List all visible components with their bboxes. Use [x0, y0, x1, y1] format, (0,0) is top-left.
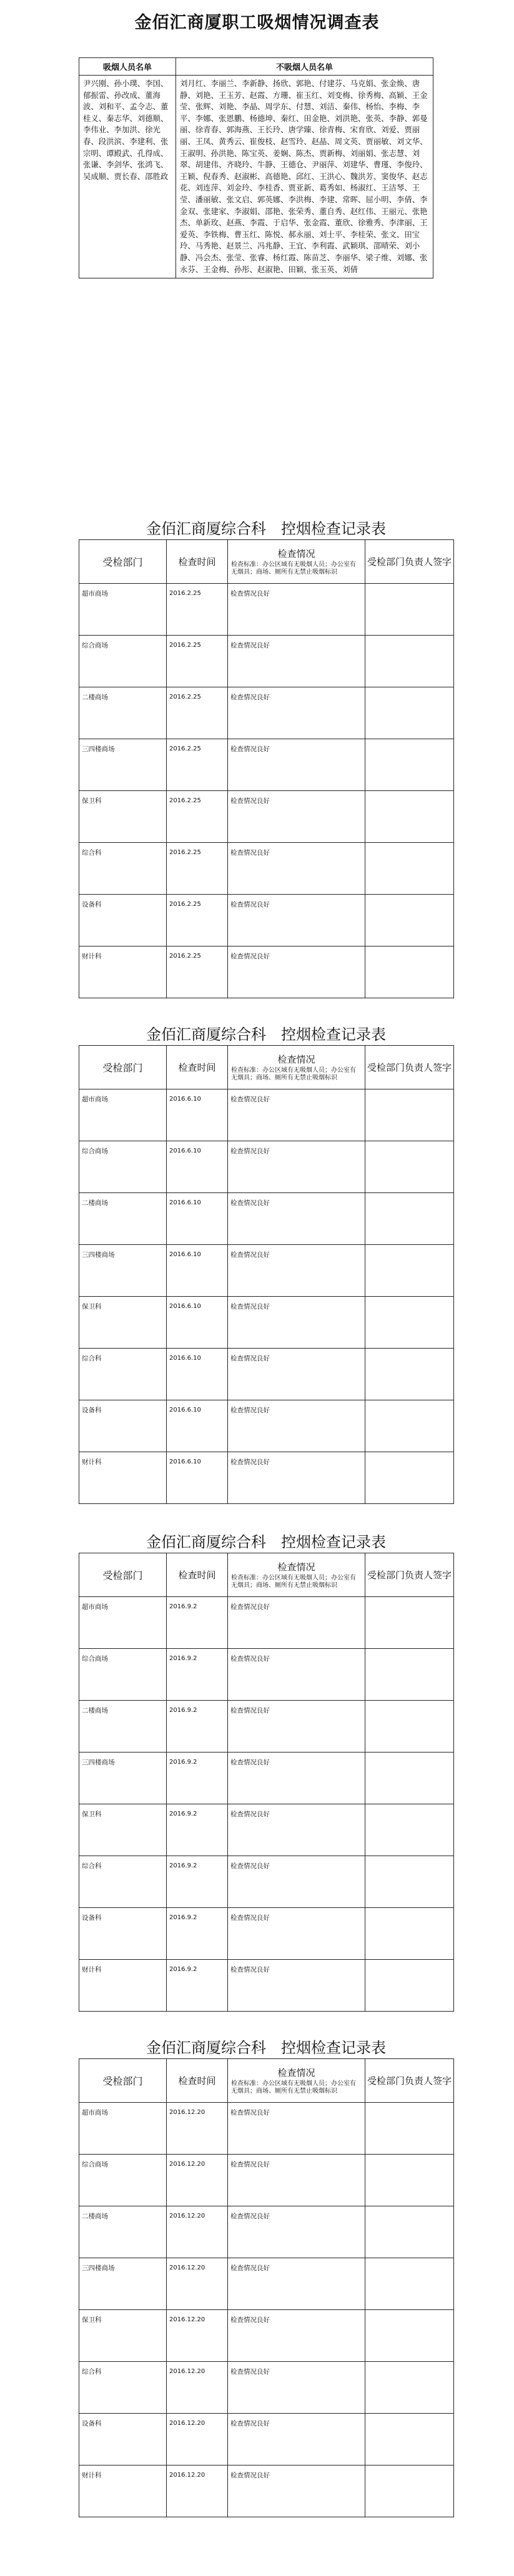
table-row: [79, 1400, 454, 1452]
signature-cell: [365, 2258, 454, 2310]
table-row: [79, 636, 454, 687]
result-cell: 检查情况良好: [228, 1804, 365, 1856]
record-table: [79, 1553, 454, 2012]
inspection-record: [79, 518, 453, 998]
column-header-standard: [228, 2059, 365, 2103]
survey-body-row: [79, 76, 433, 278]
table-row: [79, 1452, 454, 1504]
unit-cell: 超市商场: [79, 1597, 167, 1649]
column-header-signature: 受检部门负责人签字: [365, 1046, 454, 1089]
result-cell: 检查情况良好: [228, 1597, 365, 1649]
signature-cell: [365, 1649, 454, 1701]
signature-cell: [365, 1753, 454, 1804]
record-header-row: [79, 1553, 454, 1597]
result-cell: 检查情况良好: [228, 946, 365, 998]
signature-cell: [365, 2465, 454, 2517]
unit-cell: 设备科: [79, 2414, 167, 2465]
column-header-signature: 受检部门负责人签字: [365, 1553, 454, 1597]
record-table: [79, 1045, 454, 1504]
unit-cell: 超市商场: [79, 584, 167, 636]
date-cell: 2016.12.20: [167, 2414, 228, 2465]
date-cell: 2016.12.20: [167, 2206, 228, 2258]
unit-cell: 设备科: [79, 895, 167, 946]
date-cell: 2016.6.10: [167, 1349, 228, 1400]
signature-cell: [365, 584, 454, 636]
table-row: [79, 2310, 454, 2362]
table-row: [79, 739, 454, 791]
inspection-record: [79, 2037, 453, 2517]
table-row: [79, 1141, 454, 1193]
standard-text: 检查标准：办公区域有无吸烟人员；办公室有无烟具；商场、厕所有无禁止吸烟标识: [231, 561, 356, 576]
unit-cell: 超市商场: [79, 2103, 167, 2155]
date-cell: 2016.12.20: [167, 2310, 228, 2362]
result-cell: 检查情况良好: [228, 2310, 365, 2362]
unit-cell: 综合商场: [79, 2155, 167, 2206]
table-row: [79, 1960, 454, 2012]
table-row: [79, 1245, 454, 1297]
record-title: 金佰汇商厦综合科 控烟检查记录表: [146, 520, 386, 538]
table-row: [79, 1804, 454, 1856]
standard-title: 检查情况: [277, 548, 315, 559]
unit-cell: 财计科: [79, 2465, 167, 2517]
date-cell: 2016.9.2: [167, 1804, 228, 1856]
result-cell: 检查情况良好: [228, 2206, 365, 2258]
unit-cell: 财计科: [79, 1960, 167, 2012]
signature-cell: [365, 636, 454, 687]
column-header-signature: 受检部门负责人签字: [365, 2059, 454, 2103]
signature-cell: [365, 2206, 454, 2258]
signature-cell: [365, 2103, 454, 2155]
record-header-row: [79, 1046, 454, 1089]
result-cell: 检查情况良好: [228, 739, 365, 791]
survey-title: 金佰汇商厦职工吸烟情况调查表: [134, 13, 380, 32]
date-cell: 2016.2.25: [167, 584, 228, 636]
table-row: [79, 1597, 454, 1649]
signature-cell: [365, 739, 454, 791]
table-row: [79, 2465, 454, 2517]
table-row: [79, 1089, 454, 1141]
result-cell: 检查情况良好: [228, 1908, 365, 1960]
date-cell: 2016.2.25: [167, 843, 228, 895]
date-cell: 2016.9.2: [167, 1960, 228, 2012]
unit-cell: 综合商场: [79, 1649, 167, 1701]
signature-cell: [365, 1597, 454, 1649]
unit-cell: 二楼商场: [79, 2206, 167, 2258]
survey-header-row: [79, 58, 433, 76]
result-cell: 检查情况良好: [228, 1141, 365, 1193]
date-cell: 2016.12.20: [167, 2258, 228, 2310]
result-cell: 检查情况良好: [228, 1245, 365, 1297]
standard-text: 检查标准：办公区域有无吸烟人员；办公室有无烟具；商场、厕所有无禁止吸烟标识: [231, 1575, 356, 1589]
signature-cell: [365, 1804, 454, 1856]
result-cell: 检查情况良好: [228, 843, 365, 895]
result-cell: 检查情况良好: [228, 2103, 365, 2155]
signature-cell: [365, 1141, 454, 1193]
unit-cell: 三四楼商场: [79, 739, 167, 791]
table-row: [79, 1908, 454, 1960]
record-header-row: [79, 540, 454, 584]
column-header-unit: 受检部门: [79, 2059, 167, 2103]
unit-cell: 三四楼商场: [79, 2258, 167, 2310]
result-cell: 检查情况良好: [228, 1452, 365, 1504]
signature-cell: [365, 1908, 454, 1960]
standard-title: 检查情况: [277, 1561, 315, 1573]
table-row: [79, 946, 454, 998]
signature-cell: [365, 946, 454, 998]
signature-cell: [365, 1856, 454, 1908]
signature-cell: [365, 1400, 454, 1452]
signature-cell: [365, 1089, 454, 1141]
table-row: [79, 2206, 454, 2258]
table-row: [79, 1753, 454, 1804]
date-cell: 2016.12.20: [167, 2465, 228, 2517]
date-cell: 2016.12.20: [167, 2362, 228, 2414]
standard-text: 检查标准：办公区域有无吸烟人员；办公室有无烟具；商场、厕所有无禁止吸烟标识: [231, 1067, 356, 1081]
result-cell: 检查情况良好: [228, 1349, 365, 1400]
table-row: [79, 1701, 454, 1753]
unit-cell: 保卫科: [79, 1804, 167, 1856]
result-cell: 检查情况良好: [228, 1649, 365, 1701]
record-table: [79, 539, 454, 998]
date-cell: 2016.9.2: [167, 1701, 228, 1753]
signature-cell: [365, 1701, 454, 1753]
result-cell: 检查情况良好: [228, 1960, 365, 2012]
unit-cell: 综合科: [79, 843, 167, 895]
signature-cell: [365, 1452, 454, 1504]
table-row: [79, 2155, 454, 2206]
table-row: [79, 843, 454, 895]
date-cell: 2016.2.25: [167, 687, 228, 739]
date-cell: 2016.6.10: [167, 1141, 228, 1193]
standard-title: 检查情况: [277, 1054, 315, 1065]
standard-text: 检查标准：办公区域有无吸烟人员；办公室有无烟具；商场、厕所有无禁止吸烟标识: [231, 2080, 356, 2095]
date-cell: 2016.12.20: [167, 2155, 228, 2206]
record-header-row: [79, 2059, 454, 2103]
record-table: [79, 2058, 454, 2517]
date-cell: 2016.9.2: [167, 1649, 228, 1701]
signature-cell: [365, 1349, 454, 1400]
unit-cell: 保卫科: [79, 1297, 167, 1349]
column-header-unit: 受检部门: [79, 1553, 167, 1597]
column-header-date: 检查时间: [167, 1046, 228, 1089]
unit-cell: 超市商场: [79, 1089, 167, 1141]
unit-cell: 保卫科: [79, 791, 167, 843]
smoking-survey-table: [79, 57, 433, 278]
signature-cell: [365, 2155, 454, 2206]
result-cell: 检查情况良好: [228, 2414, 365, 2465]
smokers-column-header: 吸烟人员名单: [79, 58, 176, 76]
inspection-record: [79, 1024, 453, 1504]
nonsmokers-list: 刘月红、李丽兰、李新静、扬欣、郭艳、付建芬、马克娟、张金焕、唐静、刘艳、王玉芳、赵霞、方珊、崔玉红、刘变梅、徐秀梅、高颖、王金莹、张辉、刘艳、李晶、周学东、付慧、刘洁、秦伟、杨怡、李梅、李平、李娜、张恩鹏、杨德坤、秦红、田金艳、刘洪艳、张英、李静、郭曼丽、徐青春、郭海燕、王长玲、唐学臻、徐青梅、宋育欣、刘爱、贾丽丽、王凤、黄秀云、崔俊枝、赵雪玲、赵晶、周文英、贾丽敏、刘文华、王淑明、孙洪艳、陈宝英、姜娴、陈杰、贾新梅、刘丽娟、张志慧、刘翠、胡建伟、齐晓玲、牛静、王德仓、尹丽萍、刘建华、曹瑾、李俊玲、王颖、倪春秀、赵淑彬、高德艳、邱红、王洪心、魏洪芳、窦俊华、赵志花、刘连萍、刘金玲、李桂香、贾亚新、葛秀如、杨淑红、王洁琴、王莹、潘丽敏、张文启、郭英娜、李洪梅、李建、常晖、屈小明、李倩、李金双、张建家、李淑娟、邵艳、张荣秀、董自秀、赵红伟、王丽元、张艳杰、单新玫、赵燕、李霞、于启华、张金霞、董欣、徐雅秀、李津丽、王爱英、李铁梅、曹玉红、陈悦、郝永丽、刘士平、李桂荣、张文、田宝玲、马秀艳、赵景兰、冯兆静、王宜、李利霞、武颖琪、邵晴荣、刘小静、冯会杰、张莹、张睿、杨红霞、陈苗芝、李丽华、梁子维、刘娜、张永芬、王金梅、孙彤、赵淑艳、田颖、张玉英、刘倩: [176, 76, 433, 278]
result-cell: 检查情况良好: [228, 791, 365, 843]
date-cell: 2016.6.10: [167, 1400, 228, 1452]
unit-cell: 综合科: [79, 2362, 167, 2414]
result-cell: 检查情况良好: [228, 1089, 365, 1141]
result-cell: 检查情况良好: [228, 584, 365, 636]
column-header-date: 检查时间: [167, 1553, 228, 1597]
column-header-date: 检查时间: [167, 540, 228, 584]
table-row: [79, 2362, 454, 2414]
date-cell: 2016.6.10: [167, 1089, 228, 1141]
table-row: [79, 1193, 454, 1245]
unit-cell: 财计科: [79, 1452, 167, 1504]
date-cell: 2016.12.20: [167, 2103, 228, 2155]
signature-cell: [365, 2362, 454, 2414]
date-cell: 2016.6.10: [167, 1193, 228, 1245]
signature-cell: [365, 895, 454, 946]
signature-cell: [365, 687, 454, 739]
table-row: [79, 2103, 454, 2155]
signature-cell: [365, 1193, 454, 1245]
table-row: [79, 1649, 454, 1701]
result-cell: 检查情况良好: [228, 687, 365, 739]
date-cell: 2016.6.10: [167, 1452, 228, 1504]
unit-cell: 保卫科: [79, 2310, 167, 2362]
result-cell: 检查情况良好: [228, 2258, 365, 2310]
result-cell: 检查情况良好: [228, 2155, 365, 2206]
result-cell: 检查情况良好: [228, 2465, 365, 2517]
record-title: 金佰汇商厦综合科 控烟检查记录表: [146, 2039, 386, 2057]
date-cell: 2016.6.10: [167, 1297, 228, 1349]
unit-cell: 综合科: [79, 1349, 167, 1400]
date-cell: 2016.2.25: [167, 895, 228, 946]
table-row: [79, 584, 454, 636]
date-cell: 2016.9.2: [167, 1597, 228, 1649]
unit-cell: 综合商场: [79, 1141, 167, 1193]
column-header-date: 检查时间: [167, 2059, 228, 2103]
unit-cell: 综合商场: [79, 636, 167, 687]
signature-cell: [365, 791, 454, 843]
signature-cell: [365, 1245, 454, 1297]
unit-cell: 三四楼商场: [79, 1753, 167, 1804]
signature-cell: [365, 1297, 454, 1349]
unit-cell: 综合科: [79, 1856, 167, 1908]
result-cell: 检查情况良好: [228, 1297, 365, 1349]
column-header-standard: [228, 1046, 365, 1089]
date-cell: 2016.6.10: [167, 1245, 228, 1297]
table-row: [79, 1349, 454, 1400]
signature-cell: [365, 2414, 454, 2465]
result-cell: 检查情况良好: [228, 895, 365, 946]
table-row: [79, 791, 454, 843]
unit-cell: 二楼商场: [79, 687, 167, 739]
unit-cell: 二楼商场: [79, 1193, 167, 1245]
table-row: [79, 687, 454, 739]
result-cell: 检查情况良好: [228, 1753, 365, 1804]
result-cell: 检查情况良好: [228, 1193, 365, 1245]
signature-cell: [365, 2310, 454, 2362]
unit-cell: 财计科: [79, 946, 167, 998]
result-cell: 检查情况良好: [228, 1856, 365, 1908]
table-row: [79, 895, 454, 946]
column-header-standard: [228, 540, 365, 584]
date-cell: 2016.9.2: [167, 1908, 228, 1960]
date-cell: 2016.2.25: [167, 739, 228, 791]
table-row: [79, 2258, 454, 2310]
unit-cell: 设备科: [79, 1908, 167, 1960]
date-cell: 2016.2.25: [167, 636, 228, 687]
record-title: 金佰汇商厦综合科 控烟检查记录表: [146, 1533, 386, 1551]
column-header-unit: 受检部门: [79, 540, 167, 584]
table-row: [79, 1856, 454, 1908]
table-row: [79, 1297, 454, 1349]
result-cell: 检查情况良好: [228, 1400, 365, 1452]
signature-cell: [365, 1960, 454, 2012]
date-cell: 2016.2.25: [167, 791, 228, 843]
date-cell: 2016.9.2: [167, 1753, 228, 1804]
result-cell: 检查情况良好: [228, 1701, 365, 1753]
column-header-standard: [228, 1553, 365, 1597]
inspection-record: [79, 1531, 453, 2012]
column-header-signature: 受检部门负责人签字: [365, 540, 454, 584]
date-cell: 2016.9.2: [167, 1856, 228, 1908]
date-cell: 2016.2.25: [167, 946, 228, 998]
result-cell: 检查情况良好: [228, 636, 365, 687]
column-header-unit: 受检部门: [79, 1046, 167, 1089]
smokers-list: 尹兴刚、孙小璞、李国、郁振雷、孙改成、董海波、刘和平、孟令志、董桂义、秦志华、刘德顺、李伟业、李加洪、徐光春、段洪滨、李建利、张宗明、谭殿武、孔得成、张谦、李剑华、张鸿飞、吴成顺、贾长春、邵胜政: [79, 76, 176, 278]
standard-title: 检查情况: [277, 2067, 315, 2078]
unit-cell: 三四楼商场: [79, 1245, 167, 1297]
signature-cell: [365, 843, 454, 895]
result-cell: 检查情况良好: [228, 2362, 365, 2414]
unit-cell: 设备科: [79, 1400, 167, 1452]
nonsmokers-column-header: 不吸烟人员名单: [176, 58, 433, 76]
table-row: [79, 2414, 454, 2465]
unit-cell: 二楼商场: [79, 1701, 167, 1753]
record-title: 金佰汇商厦综合科 控烟检查记录表: [146, 1026, 386, 1043]
